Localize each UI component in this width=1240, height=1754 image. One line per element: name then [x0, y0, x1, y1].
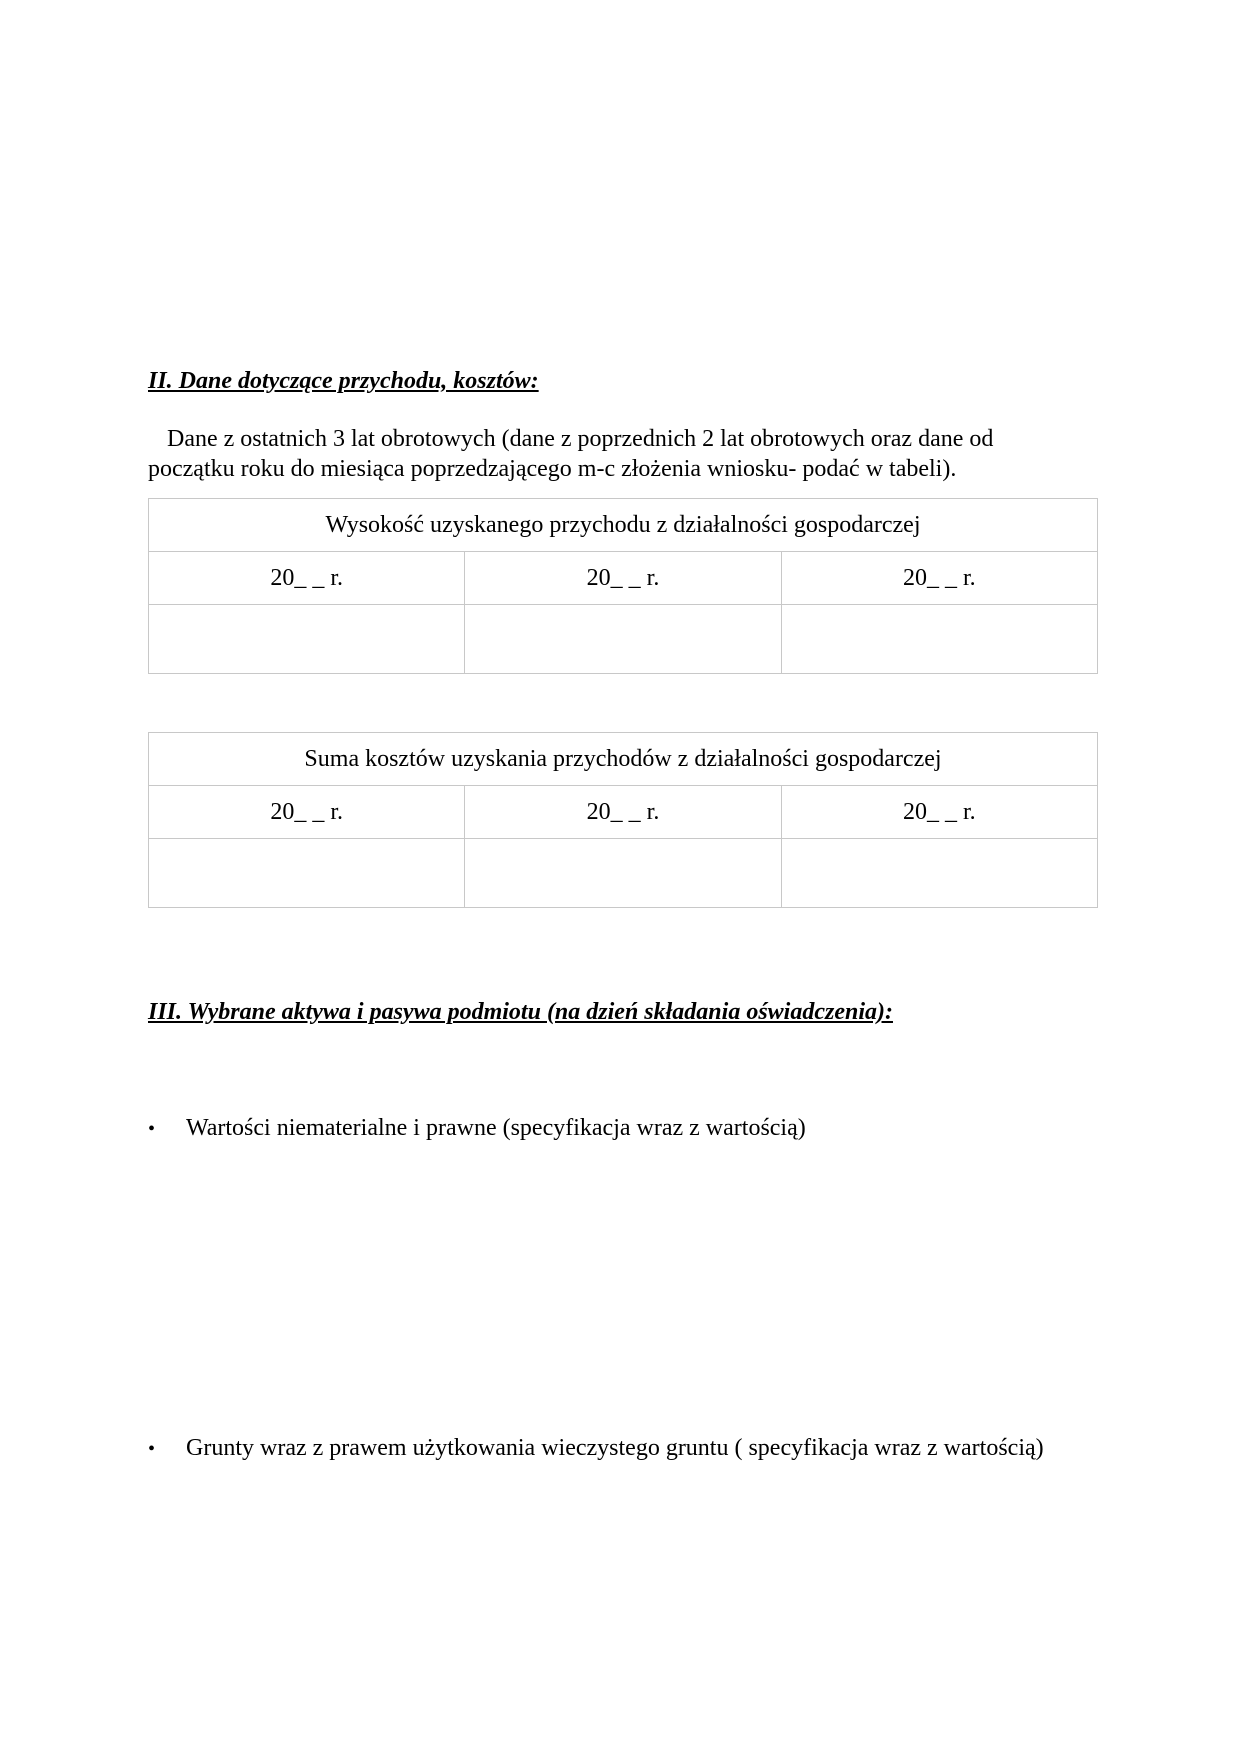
revenue-value-2[interactable] — [465, 605, 781, 674]
list-item-text: Wartości niematerialne i prawne (specyfikacja wraz z wartością) — [186, 1115, 806, 1141]
revenue-value-3[interactable] — [781, 605, 1097, 674]
list-item — [148, 1113, 806, 1144]
costs-table — [148, 732, 1098, 908]
costs-table-title: Suma kosztów uzyskania przychodów z działalności gospodarczej — [149, 733, 1098, 786]
revenue-table — [148, 498, 1098, 674]
costs-year-1: 20_ _ r. — [149, 786, 465, 839]
costs-year-3: 20_ _ r. — [781, 786, 1097, 839]
costs-value-2[interactable] — [465, 839, 781, 908]
list-item — [148, 1433, 1044, 1464]
section-3-heading: III. Wybrane aktywa i pasywa podmiotu (na dzień składania oświadczenia): — [148, 999, 893, 1025]
bullet-icon: • — [148, 1438, 156, 1460]
revenue-year-2: 20_ _ r. — [465, 552, 781, 605]
costs-value-1[interactable] — [149, 839, 465, 908]
revenue-year-3: 20_ _ r. — [781, 552, 1097, 605]
section-2-intro — [148, 424, 1098, 484]
intro-line-1: Dane z ostatnich 3 lat obrotowych (dane z poprzednich 2 lat obrotowych oraz dane od — [167, 426, 994, 452]
section-2-heading: II. Dane dotyczące przychodu, kosztów: — [148, 368, 539, 394]
revenue-table-title: Wysokość uzyskanego przychodu z działalności gospodarczej — [149, 499, 1098, 552]
bullet-icon: • — [148, 1118, 156, 1140]
revenue-year-1: 20_ _ r. — [149, 552, 465, 605]
costs-value-3[interactable] — [781, 839, 1097, 908]
revenue-value-1[interactable] — [149, 605, 465, 674]
list-item-text: Grunty wraz z prawem użytkowania wieczystego gruntu ( specyfikacja wraz z wartością) — [186, 1435, 1044, 1461]
costs-year-2: 20_ _ r. — [465, 786, 781, 839]
intro-line-2: początku roku do miesiąca poprzedzającego m-c złożenia wniosku- podać w tabeli). — [148, 456, 957, 482]
